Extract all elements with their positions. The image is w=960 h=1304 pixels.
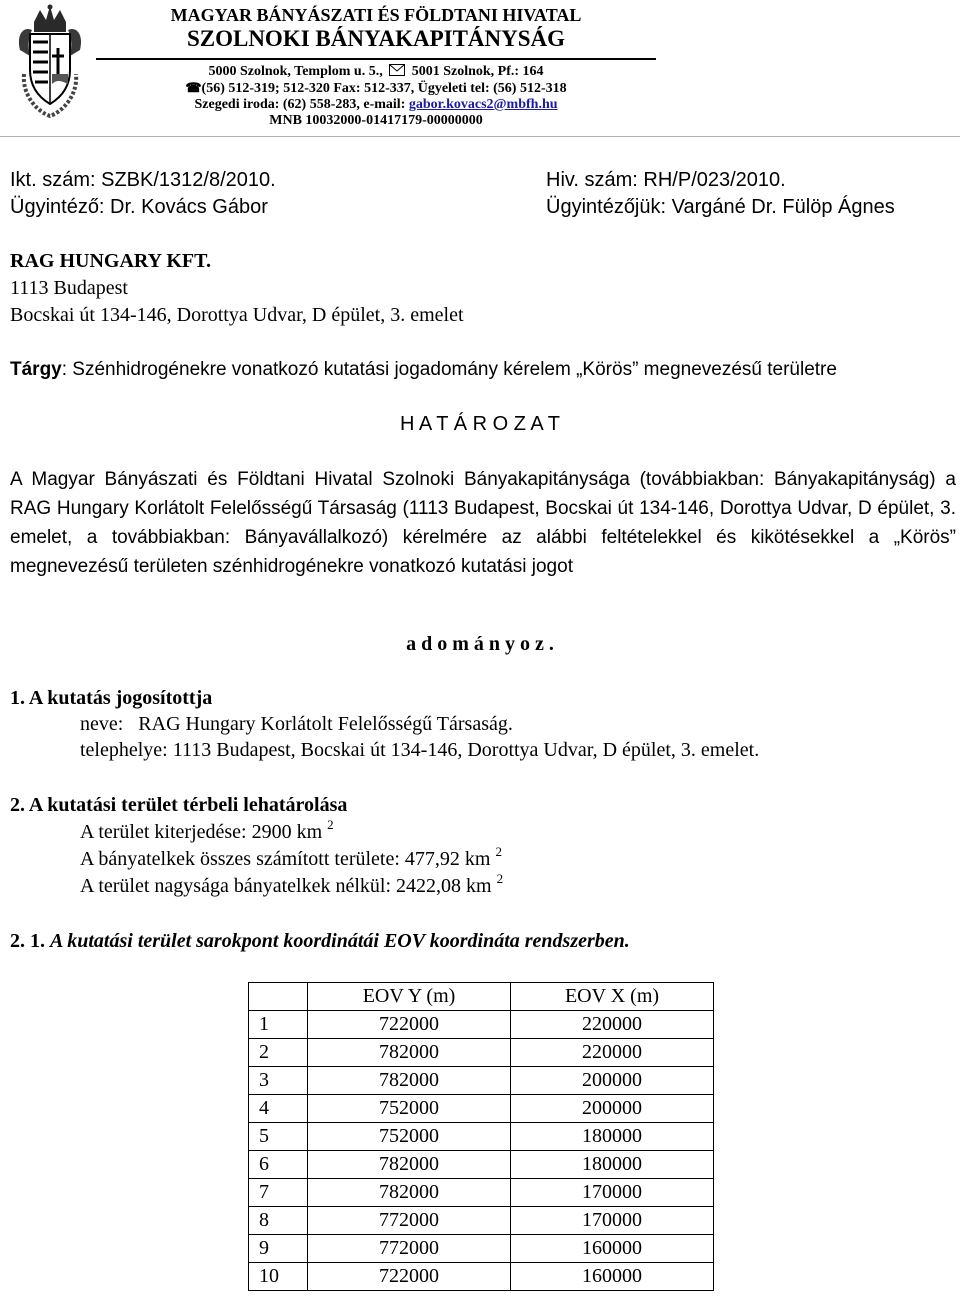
addressee-street: Bocskai út 134-146, Dorottya Udvar, D épület, 3. emelet (10, 304, 464, 326)
their-reference: Hiv. szám: RH/P/023/2010. (546, 169, 786, 191)
header-divider (0, 136, 960, 137)
table-row (249, 1095, 714, 1123)
point-number-cell: 6 (249, 1151, 308, 1179)
table-row (249, 1151, 714, 1179)
office-line (96, 97, 656, 113)
coat-of-arms-icon (14, 4, 86, 122)
superscript: 2 (495, 844, 502, 859)
section-2-heading (10, 792, 347, 818)
eov-y-cell: 752000 (308, 1095, 511, 1123)
po-box: 5001 Szolnok, Pf.: 164 (411, 64, 544, 79)
point-number-cell: 9 (249, 1235, 308, 1263)
eov-x-cell: 180000 (511, 1151, 714, 1179)
eov-y-cell: 772000 (308, 1235, 511, 1263)
subject-text: : Szénhidrogénekre vonatkozó kutatási jogadomány kérelem „Körös” megnevezésű területre (61, 359, 837, 380)
net-area (80, 873, 503, 899)
section-2-title: A kutatási terület térbeli lehatárolása (28, 794, 348, 816)
table-row (249, 1263, 714, 1291)
point-number-cell: 8 (249, 1207, 308, 1235)
email-link[interactable]: gabor.kovacs2@mbfh.hu (408, 97, 558, 112)
organization-name: MAGYAR BÁNYÁSZATI ÉS FÖLDTANI HIVATAL (170, 5, 582, 25)
eov-y-cell: 772000 (308, 1207, 511, 1235)
eov-y-cell: 782000 (308, 1039, 511, 1067)
their-case-officer: Ügyintézőjük: Vargáné Dr. Fülöp Ágnes (546, 196, 895, 218)
table-row (249, 1123, 714, 1151)
section-2-1-number: 2. 1. (10, 930, 45, 952)
section-2-1-heading (10, 928, 630, 954)
eov-x-cell: 160000 (511, 1263, 714, 1291)
envelope-icon (389, 64, 405, 76)
section-2-1-title: A kutatási terület sarokpont koordinátái EOV koordináta rendszerben. (50, 930, 630, 952)
section-1-heading (10, 685, 212, 711)
point-number-cell: 5 (249, 1123, 308, 1151)
eov-y-cell: 782000 (308, 1179, 511, 1207)
table-row (249, 1207, 714, 1235)
point-number-cell: 7 (249, 1179, 308, 1207)
header-cell-eov-y: EOV Y (m) (308, 983, 511, 1011)
point-number-cell: 1 (249, 1011, 308, 1039)
superscript: 2 (496, 871, 504, 886)
eov-x-cell: 160000 (511, 1235, 714, 1263)
postal-address (96, 64, 656, 80)
our-reference: Ikt. szám: SZBK/1312/8/2010. (10, 169, 276, 191)
table-row (249, 1067, 714, 1095)
addressee-name: RAG HUNGARY KFT. (10, 250, 211, 272)
table-row (249, 1011, 714, 1039)
letterhead (96, 4, 656, 129)
telephone-icon: ☎ (185, 80, 202, 95)
eov-x-cell: 200000 (511, 1095, 714, 1123)
phone-numbers: (56) 512-319; 512-320 Fax: 512-337, Ügyeleti tel: (56) 512-318 (201, 81, 567, 96)
bank-account: MNB 10032000-01417179-00000000 (269, 113, 483, 128)
section-2-number: 2. (10, 794, 25, 816)
table-body (249, 1011, 714, 1291)
section-1-title: A kutatás jogosítottja (28, 687, 213, 709)
eov-x-cell: 200000 (511, 1067, 714, 1095)
phone-line (96, 80, 656, 97)
addressee-city: 1113 Budapest (10, 277, 128, 299)
eov-y-cell: 722000 (308, 1011, 511, 1039)
point-number-cell: 10 (249, 1263, 308, 1291)
subject-line (10, 357, 837, 383)
eov-x-cell: 170000 (511, 1179, 714, 1207)
point-number-cell: 2 (249, 1039, 308, 1067)
eov-y-cell: 782000 (308, 1151, 511, 1179)
decision-body: A Magyar Bányászati és Földtani Hivatal Szolnoki Bányakapitánysága (továbbiakban: Bányakapitányság) a RAG Hungary Korlátolt Felelősségű Társaság (1113 Budapest, Bocskai út 134-146, Dorottya Udvar, D épület, 3. emelet, a továbbiakban: Bányavállalkozó) kérelmére az alábbi feltételekkel és kikötésekkel a „Körös” megnevezésű területen szénhidrogénekre vonatkozó kutatási jogot (10, 469, 956, 577)
holder-name: neve: RAG Hungary Korlátolt Felelősségű Társaság. (80, 713, 513, 735)
decision-title: H A T Á R O Z A T (399, 413, 561, 435)
point-number-cell: 4 (249, 1095, 308, 1123)
section-1-number: 1. (10, 687, 25, 709)
superscript: 2 (327, 817, 334, 832)
eov-x-cell: 170000 (511, 1207, 714, 1235)
plots-area-text: A bányatelkek összes számított területe: 477,92 km (80, 848, 491, 870)
table-header-row (249, 983, 714, 1011)
table-row (249, 1039, 714, 1067)
net-area-text: A terület nagysága bányatelkek nélkül: 2422,08 km (80, 875, 492, 897)
unit-name: SZOLNOKI BÁNYAKAPITÁNYSÁG (186, 26, 566, 51)
eov-x-cell: 220000 (511, 1011, 714, 1039)
coordinates-table (248, 982, 714, 1291)
plots-area (80, 846, 502, 872)
grant-word: a d o m á n y o z . (406, 633, 554, 655)
table-row (249, 1235, 714, 1263)
holder-site: telephelye: 1113 Budapest, Bocskai út 134-146, Dorottya Udvar, D épület, 3. emelet. (80, 739, 760, 761)
letterhead-rule (96, 58, 656, 60)
eov-y-cell: 782000 (308, 1067, 511, 1095)
area-extent (80, 819, 334, 845)
office-info: Szegedi iroda: (62) 558-283, e-mail: (194, 97, 406, 112)
case-officer: Ügyintéző: Dr. Kovács Gábor (10, 196, 268, 218)
eov-x-cell: 180000 (511, 1123, 714, 1151)
header-cell-eov-x: EOV X (m) (511, 983, 714, 1011)
eov-y-cell: 722000 (308, 1263, 511, 1291)
point-number-cell: 3 (249, 1067, 308, 1095)
header-cell-index (249, 983, 308, 1011)
table-row (249, 1179, 714, 1207)
eov-y-cell: 752000 (308, 1123, 511, 1151)
area-extent-text: A terület kiterjedése: 2900 km (80, 821, 323, 843)
street-address: 5000 Szolnok, Templom u. 5., (208, 64, 383, 79)
eov-x-cell: 220000 (511, 1039, 714, 1067)
subject-label: Tárgy (10, 359, 62, 380)
